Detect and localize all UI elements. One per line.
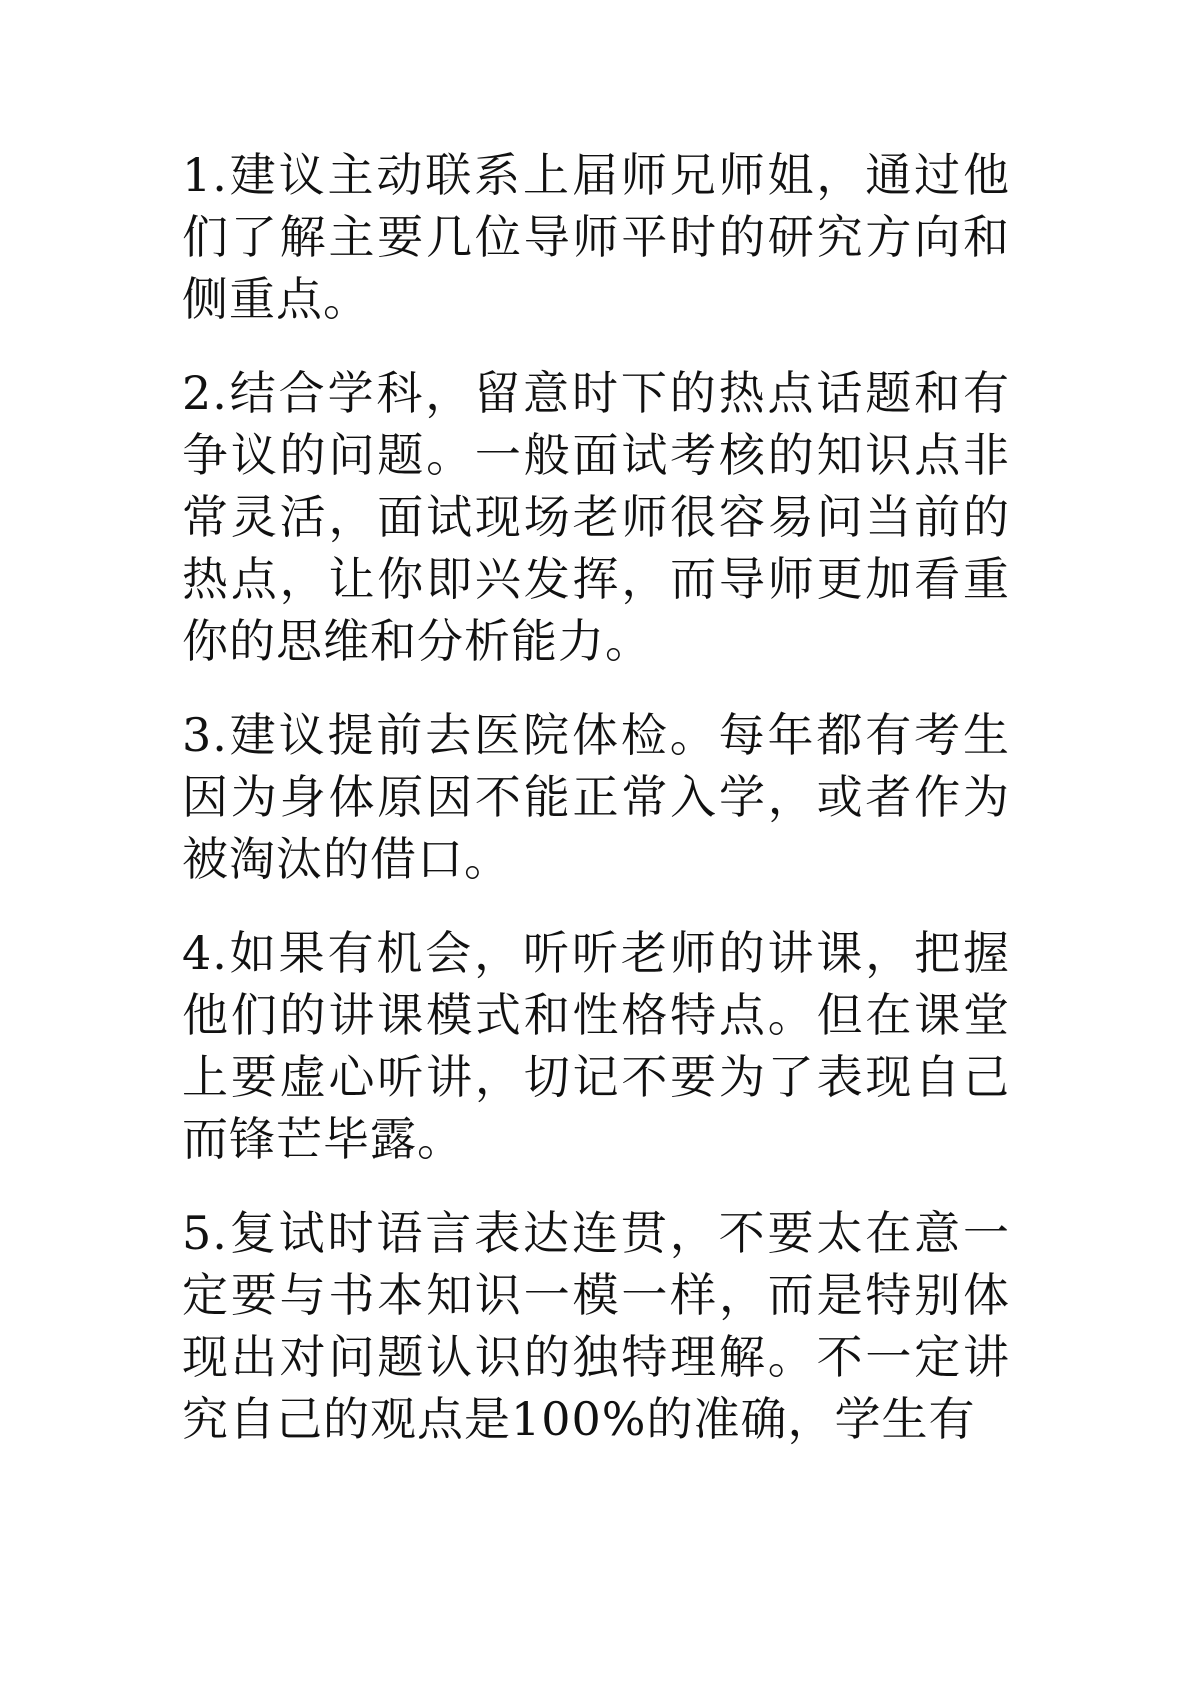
paragraph-4: 4.如果有机会，听听老师的讲课，把握他们的讲课模式和性格特点。但在课堂上要虚心听讲，切记不要为了表现自己而锋芒毕露。 (182, 926, 1010, 1166)
paragraph-2: 2.结合学科，留意时下的热点话题和有争议的问题。一般面试考核的知识点非常灵活，面试现场老师很容易问当前的热点，让你即兴发挥，而导师更加看重你的思维和分析能力。 (182, 366, 1010, 668)
paragraph-1: 1.建议主动联系上届师兄师姐，通过他们了解主要几位导师平时的研究方向和侧重点。 (182, 148, 1010, 326)
paragraph-3: 3.建议提前去医院体检。每年都有考生因为身体原因不能正常入学，或者作为被淘汰的借口。 (182, 708, 1010, 886)
paragraph-5: 5.复试时语言表达连贯，不要太在意一定要与书本知识一模一样，而是特别体现出对问题认识的独特理解。不一定讲究自己的观点是100%的准确，学生有 (182, 1206, 1010, 1446)
document-body (182, 144, 1010, 1482)
